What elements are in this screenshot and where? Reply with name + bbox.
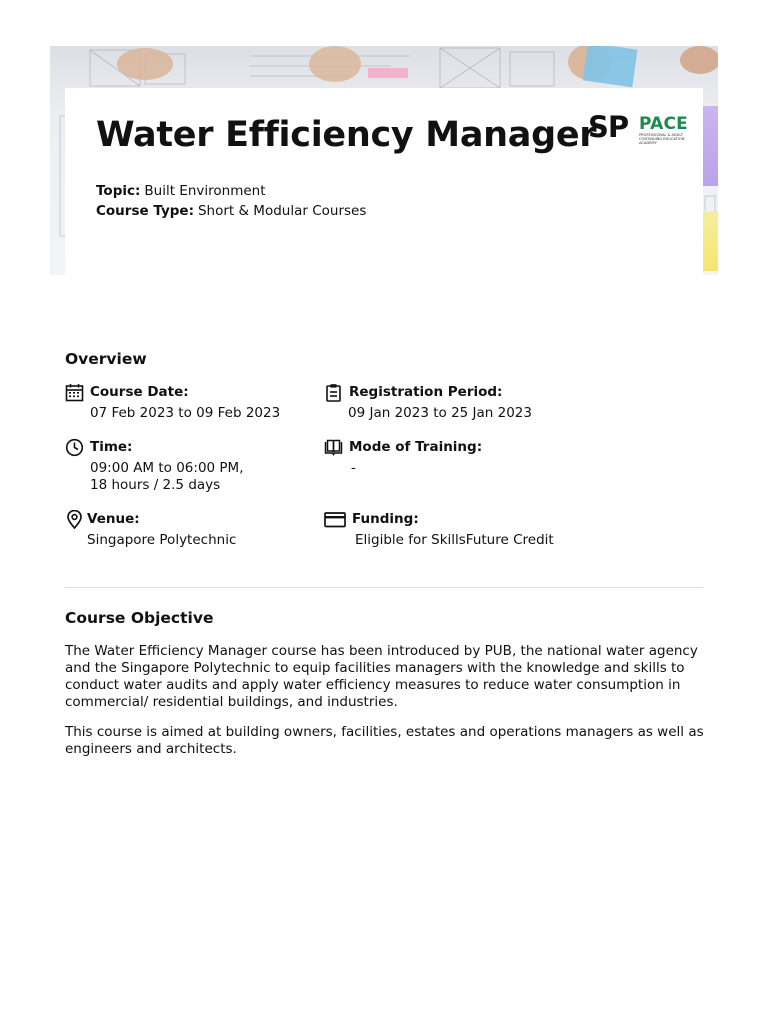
venue-label: Venue: [87, 511, 140, 527]
mode-of-training-value: - [351, 460, 356, 476]
time-value: 09:00 AM to 06:00 PM, 18 hours / 2.5 days [90, 460, 244, 493]
clock-icon [65, 438, 84, 457]
mode-of-training-item [324, 438, 482, 477]
topic-row [96, 181, 366, 201]
audience-paragraph: This course is aimed at building owners, facilities, estates and operations managers as well as engineers and architects. [65, 724, 704, 757]
course-meta [96, 181, 366, 221]
funding-item [324, 510, 554, 549]
topic-value: Built Environment [144, 183, 266, 199]
section-divider [65, 587, 703, 588]
course-type-row [96, 201, 366, 221]
credit-card-icon [324, 510, 346, 529]
venue-value: Singapore Polytechnic [87, 532, 237, 548]
course-objective-heading: Course Objective [65, 609, 214, 627]
registration-period-item [324, 383, 532, 422]
time-item [65, 438, 244, 494]
funding-value: Eligible for SkillsFuture Credit [355, 532, 554, 548]
page-title: Water Efficiency Manager [96, 115, 597, 155]
course-date-value: 07 Feb 2023 to 09 Feb 2023 [90, 405, 281, 421]
clipboard-icon [324, 383, 343, 402]
overview-heading: Overview [65, 350, 147, 368]
registration-period-value: 09 Jan 2023 to 25 Jan 2023 [348, 405, 532, 421]
title-card [65, 88, 703, 275]
course-type-label: Course Type: [96, 203, 194, 219]
course-date-item [65, 383, 280, 422]
sp-pace-logo [588, 110, 688, 146]
mode-of-training-label: Mode of Training: [349, 439, 483, 455]
objective-paragraph: The Water Efficiency Manager course has been introduced by PUB, the national water agency and the Singapore Polytechnic to equip facilities managers with the knowledge and skills to conduct water audits and apply water efficiency measures to reduce water consumption in commercial/ residential buildings, and industries. [65, 643, 698, 710]
venue-item [65, 510, 236, 549]
course-date-label: Course Date: [90, 384, 189, 400]
location-pin-icon [65, 510, 82, 529]
logo-mark: SP [588, 110, 629, 144]
calendar-icon [65, 383, 84, 402]
time-label: Time: [90, 439, 133, 455]
book-icon [324, 438, 343, 457]
funding-label: Funding: [352, 511, 419, 527]
course-type-value: Short & Modular Courses [197, 203, 367, 219]
logo-tagline: PROFESSIONAL & ADULT CONTINUING EDUCATION ACADEMY [639, 133, 685, 145]
topic-label: Topic: [96, 183, 141, 199]
registration-period-label: Registration Period: [349, 384, 503, 400]
logo-name: PACE [639, 114, 688, 134]
